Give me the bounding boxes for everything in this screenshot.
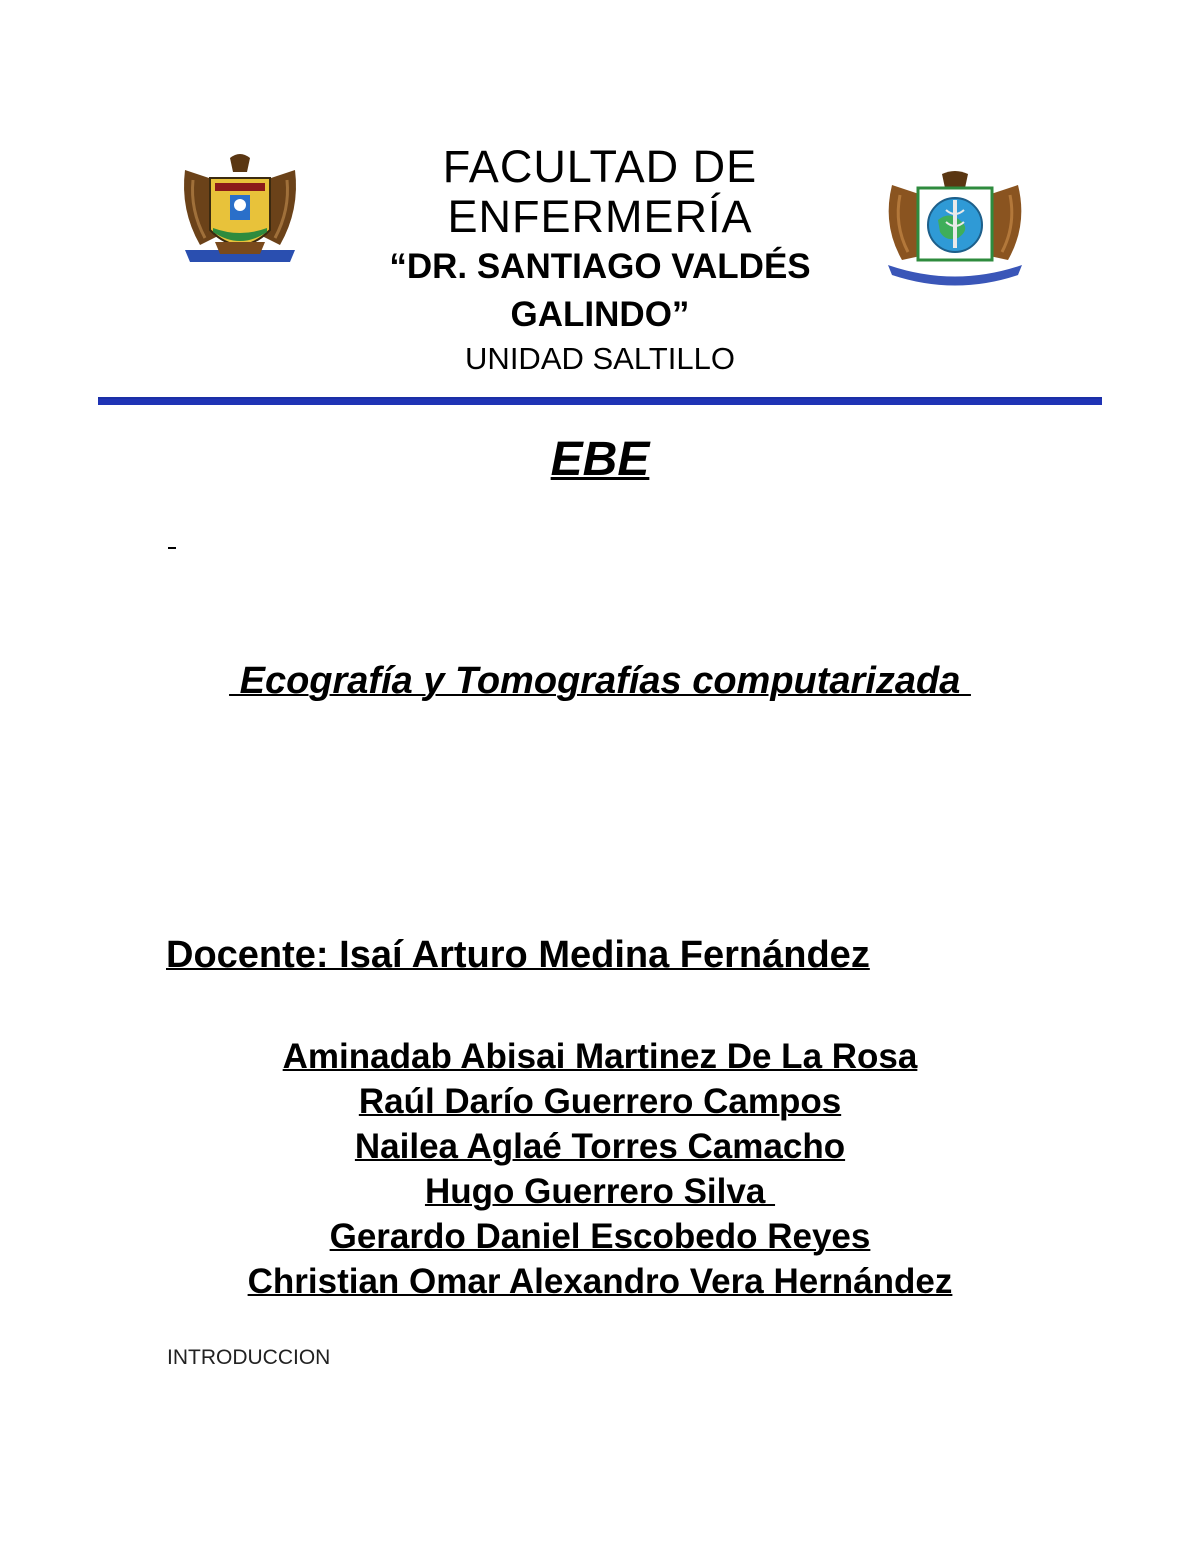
header-divider-thick [98, 399, 1102, 405]
faculty-name-line-1: FACULTAD DE [442, 141, 758, 192]
student-name: Christian Omar Alexandro Vera Hernández [247, 1262, 953, 1301]
student-list [0, 1034, 1200, 1304]
faculty-name-line-2: ENFERMERÍA [447, 191, 753, 242]
student-name: Hugo Guerrero Silva [424, 1172, 776, 1211]
student-name: Raúl Darío Guerrero Campos [358, 1082, 842, 1121]
nursing-school-eagle-emblem-icon [880, 170, 1030, 290]
student-name: Nailea Aglaé Torres Camacho [354, 1127, 846, 1166]
introduction-heading: INTRODUCCION [167, 1346, 331, 1369]
subject-title: Ecografía y Tomografías computarizada [229, 660, 971, 702]
faculty-honoree-line-2: GALINDO” [510, 295, 690, 334]
stray-dash [168, 547, 176, 549]
student-name: Aminadab Abisai Martinez De La Rosa [282, 1037, 918, 1076]
student-name: Gerardo Daniel Escobedo Reyes [329, 1217, 871, 1256]
document-title: EBE [550, 433, 650, 486]
institution-header [320, 142, 880, 380]
campus-name: UNIDAD SALTILLO [465, 341, 735, 376]
teacher-name: Docente: Isaí Arturo Medina Fernández [166, 934, 870, 976]
university-eagle-emblem-icon [175, 150, 305, 280]
faculty-honoree-line-1: “DR. SANTIAGO VALDÉS [389, 247, 811, 286]
